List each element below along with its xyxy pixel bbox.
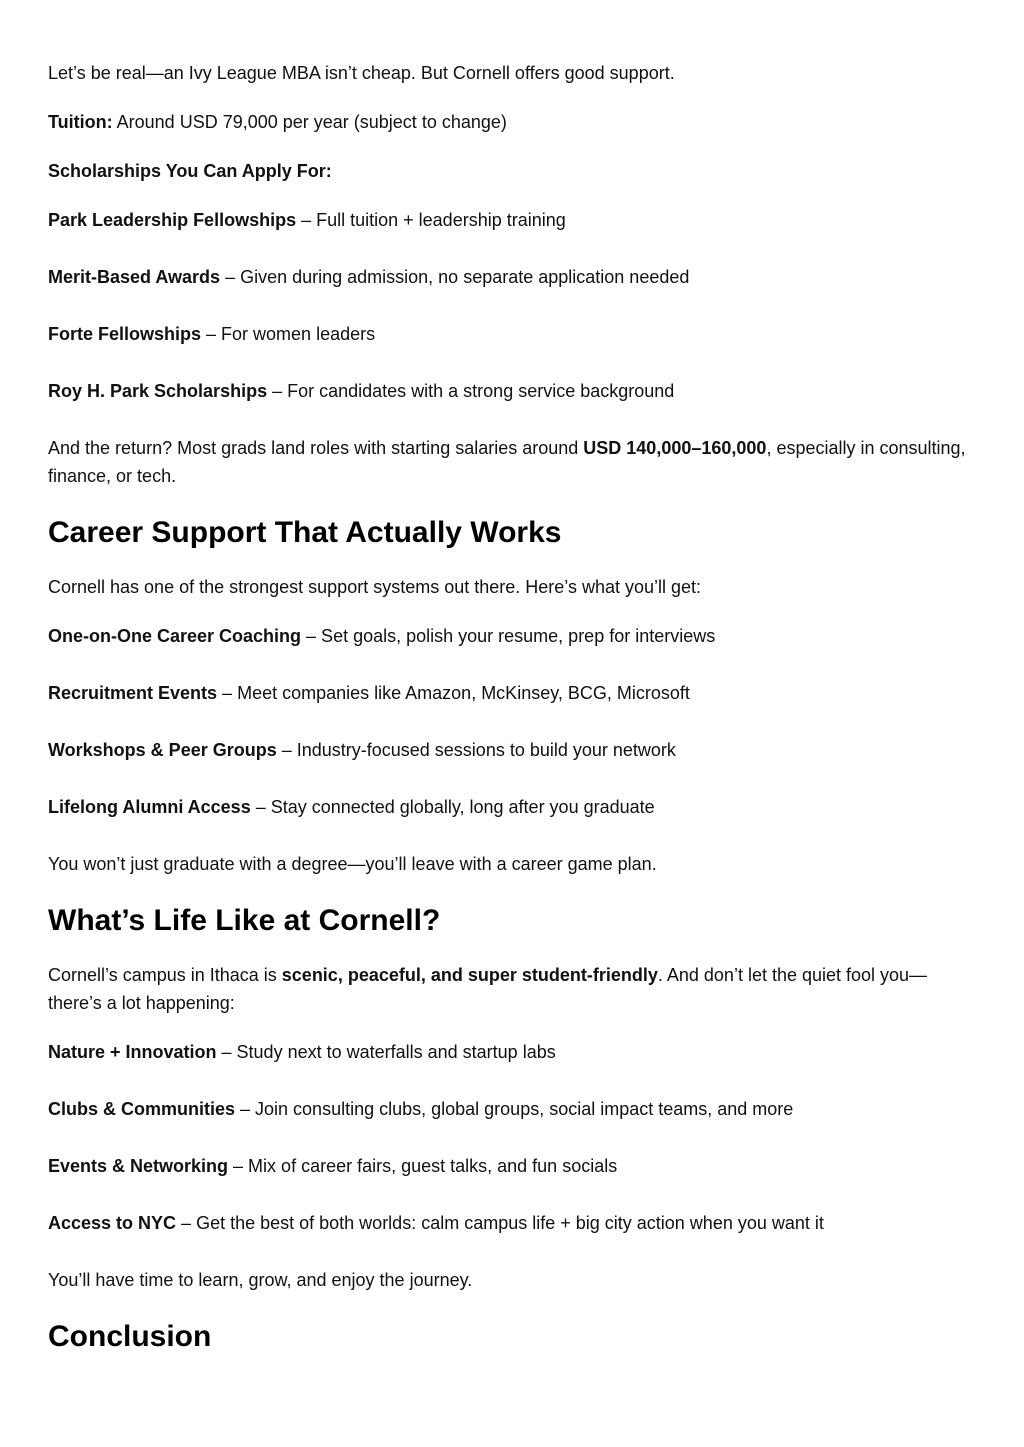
scholarship-item — [48, 263, 976, 291]
career-intro: Cornell has one of the strongest support systems out there. Here’s what you’ll get: — [48, 577, 702, 597]
career-item-desc: – Meet companies like Amazon, McKinsey, BCG, Microsoft — [217, 683, 690, 703]
life-item-name: Clubs & Communities — [48, 1099, 236, 1119]
career-item — [48, 622, 976, 650]
life-item — [48, 1152, 976, 1180]
scholarship-desc: – For candidates with a strong service background — [267, 381, 675, 401]
life-item-name: Access to NYC — [48, 1213, 177, 1233]
scholarship-desc: – For women leaders — [201, 324, 376, 344]
life-intro: Cornell’s campus in Ithaca is scenic, peaceful, and super student-friendly. And don’t let the quiet fool you—there’s a lot happening: — [48, 965, 928, 1013]
career-heading: Career Support That Actually Works — [48, 516, 562, 549]
life-item-desc: – Study next to waterfalls and startup labs — [216, 1042, 556, 1062]
return-paragraph: And the return? Most grads land roles with starting salaries around USD 140,000–160,000, especially in consulting, finance, or tech. — [48, 438, 966, 486]
tuition-label: Tuition: — [48, 112, 113, 132]
tuition-text: Around USD 79,000 per year (subject to change) — [112, 112, 507, 132]
life-item-name: Nature + Innovation — [48, 1042, 217, 1062]
life-heading: What’s Life Like at Cornell? — [48, 904, 441, 937]
life-item — [48, 1038, 976, 1066]
cost-intro: Let’s be real—an Ivy League MBA isn’t cheap. But Cornell offers good support. — [48, 63, 675, 83]
scholarship-name: Park Leadership Fellowships — [48, 210, 297, 230]
career-item-name: Recruitment Events — [48, 683, 218, 703]
career-outro: You won’t just graduate with a degree—you’ll leave with a career game plan. — [48, 854, 657, 874]
life-item — [48, 1209, 976, 1237]
scholarship-name: Merit-Based Awards — [48, 267, 221, 287]
career-item-desc: – Industry-focused sessions to build your network — [276, 740, 676, 760]
scholarship-desc: – Full tuition + leadership training — [296, 210, 566, 230]
scholarship-name: Roy H. Park Scholarships — [48, 381, 268, 401]
career-item — [48, 679, 976, 707]
career-item — [48, 736, 976, 764]
campus-highlight: scenic, peaceful, and super student-friendly — [281, 965, 658, 985]
tuition-line — [48, 108, 976, 136]
scholarship-name: Forte Fellowships — [48, 324, 202, 344]
life-item — [48, 1095, 976, 1123]
salary-range: USD 140,000–160,000 — [583, 438, 767, 458]
scholarships-heading: Scholarships You Can Apply For: — [48, 161, 332, 181]
conclusion-heading: Conclusion — [48, 1320, 212, 1353]
scholarship-desc: – Given during admission, no separate application needed — [220, 267, 690, 287]
life-item-name: Events & Networking — [48, 1156, 229, 1176]
life-outro: You’ll have time to learn, grow, and enjoy the journey. — [48, 1270, 473, 1290]
scholarship-item — [48, 320, 976, 348]
scholarship-item — [48, 377, 976, 405]
career-item-name: One-on-One Career Coaching — [48, 626, 302, 646]
career-item-desc: – Set goals, polish your resume, prep for interviews — [301, 626, 716, 646]
life-item-desc: – Mix of career fairs, guest talks, and fun socials — [228, 1156, 618, 1176]
career-item-name: Workshops & Peer Groups — [48, 740, 277, 760]
life-item-desc: – Join consulting clubs, global groups, social impact teams, and more — [235, 1099, 794, 1119]
career-item-desc: – Stay connected globally, long after you graduate — [250, 797, 655, 817]
career-item-name: Lifelong Alumni Access — [48, 797, 251, 817]
career-item — [48, 793, 976, 821]
life-item-desc: – Get the best of both worlds: calm campus life + big city action when you want it — [176, 1213, 824, 1233]
scholarship-item — [48, 206, 976, 234]
